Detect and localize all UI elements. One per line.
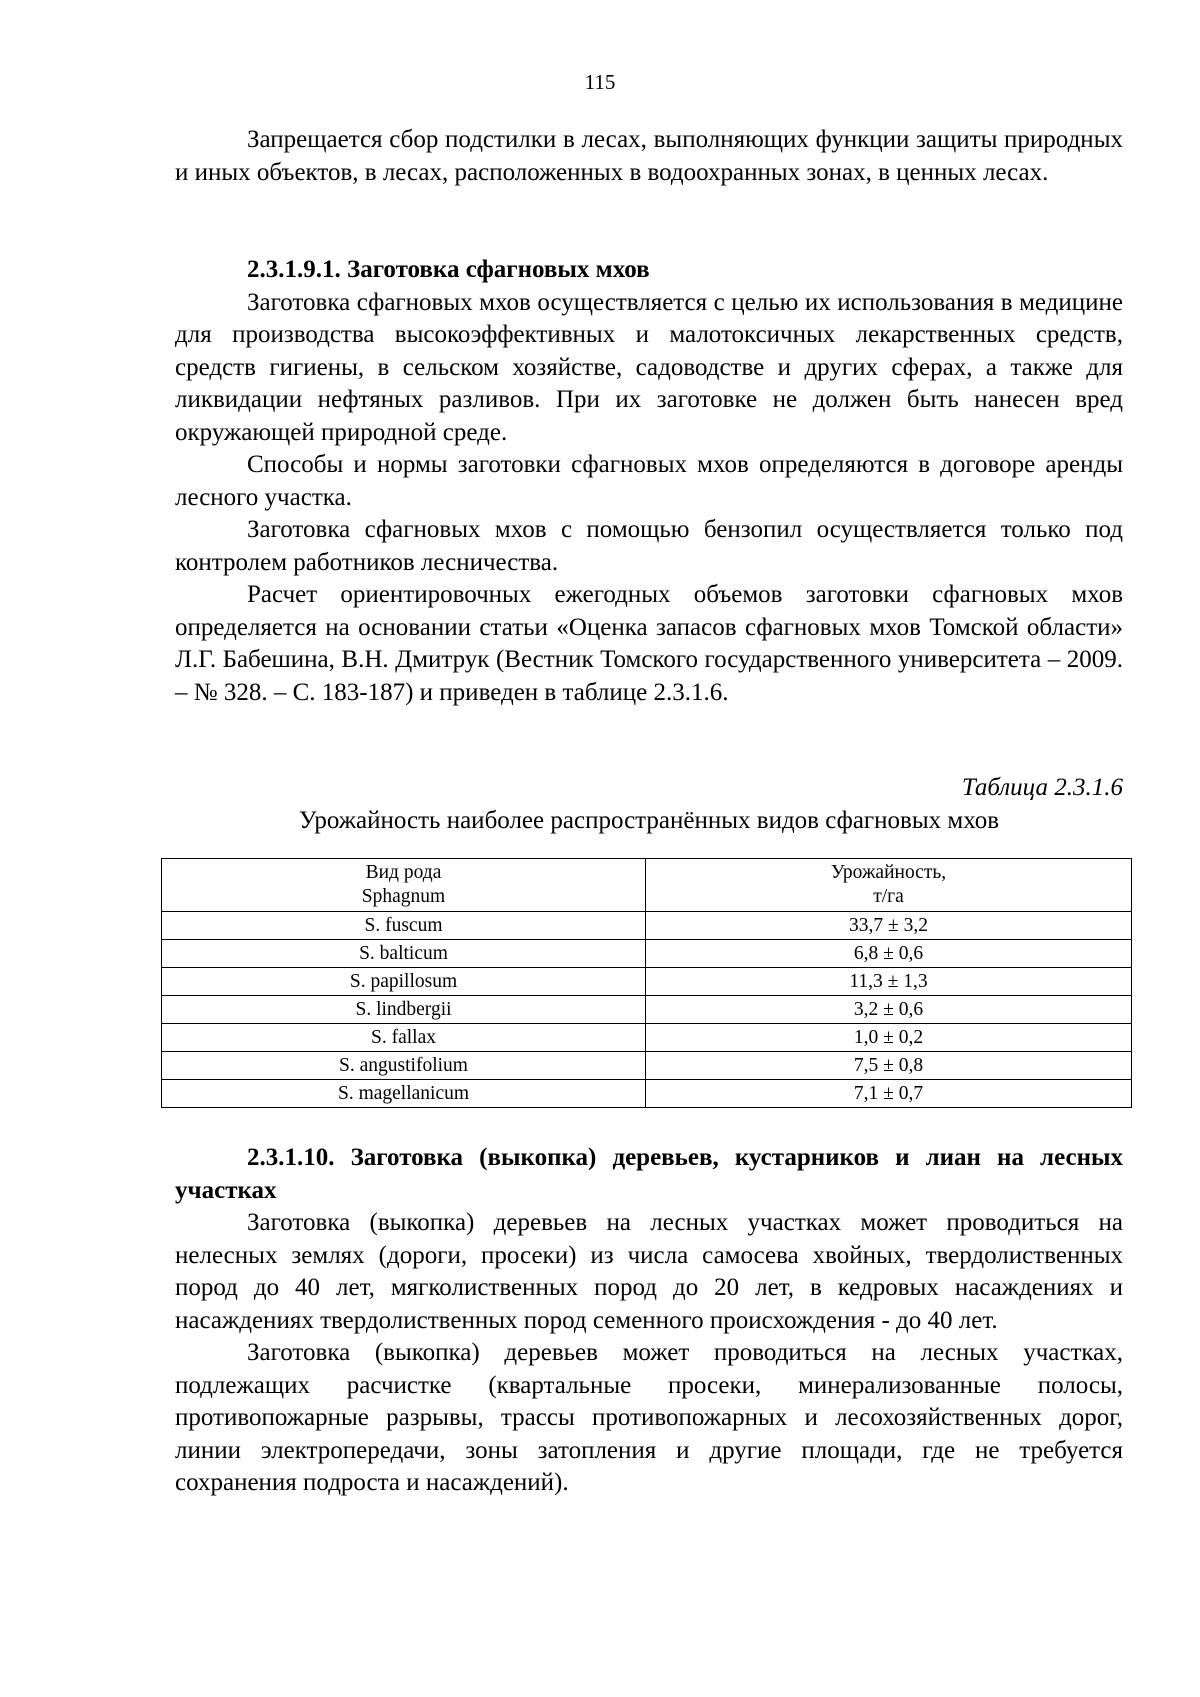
header-line: Sphagnum [361, 886, 446, 907]
paragraph: Расчет ориентировочных ежегодных объемов заготовки сфагновых мхов определяется на основании статьи «Оценка запасов сфагновых мхов Томской области» Л.Г. Бабешина, В.Н. Дмитрук (Вестник Томского государственного университета – 2009. – № 328. – С. 183-187) и приведен в таблице 2.3.1.6. [175, 581, 1123, 706]
table-title: Урожайность наиболее распространённых видов сфагновых мхов [298, 806, 1000, 834]
paragraph: Заготовка (выкопка) деревьев на лесных участках может проводиться на нелесных землях (дороги, просеки) из числа самосева хвойных, твердолиственных пород до 40 лет, мягколиственных пород до 20 лет, в кедровых насаждениях и насаждениях твердолиственных пород семенного происхождения - до 40 лет. [175, 1209, 1123, 1334]
species-cell: S. magellanicum [162, 1080, 646, 1108]
table-row [162, 1080, 1132, 1108]
header-line: т/га [873, 886, 904, 907]
intro-paragraph: Запрещается сбор подстилки в лесах, выполняющих функции защиты природных и иных объектов, в лесах, расположенных в водоохранных зонах, в ценных лесах. [175, 126, 1123, 186]
species-cell: S. fuscum [162, 912, 646, 940]
table-row [162, 912, 1132, 940]
table-header-row [162, 859, 1132, 912]
species-cell: S. fallax [162, 1024, 646, 1052]
page-number: 115 [584, 70, 616, 94]
section-heading-sphagnum: 2.3.1.9.1. Заготовка сфагновых мхов [247, 256, 650, 283]
table-row [162, 1052, 1132, 1080]
section-heading-tree-digging: 2.3.1.10. Заготовка (выкопка) деревьев, кустарников и лиан на лесных участках [175, 1144, 1123, 1204]
table-caption: Таблица 2.3.1.6 [961, 774, 1123, 801]
species-cell: S. balticum [162, 940, 646, 968]
yield-cell: 7,1 ± 0,7 [646, 1080, 1132, 1108]
table-row [162, 996, 1132, 1024]
yield-cell: 1,0 ± 0,2 [646, 1024, 1132, 1052]
species-cell: S. lindbergii [162, 996, 646, 1024]
header-line: Вид рода [365, 862, 442, 883]
table-heading-block [175, 772, 1123, 837]
section-tree-digging [175, 1142, 1123, 1500]
paragraph: Заготовка сфагновых мхов осуществляется с целью их использования в медицине для производства высокоэффективных и малотоксичных лекарственных средств, средств гигиены, в сельском хозяйстве, садоводстве и других сферах, а также для ликвидации нефтяных разливов. При их заготовке не должен быть нанесен вред окружающей природной среде. [175, 288, 1123, 446]
table-row [162, 940, 1132, 968]
table-row [162, 968, 1132, 996]
table-row [162, 1024, 1132, 1052]
yield-cell: 7,5 ± 0,8 [646, 1052, 1132, 1080]
paragraph: Заготовка (выкопка) деревьев может проводиться на лесных участках, подлежащих расчистке (квартальные просеки, минерализованные полосы, противопожарные разрывы, трассы противопожарных и лесохозяйственных дорог, линии электропередачи, зоны затопления и другие площади, где не требуется сохранения подроста и насаждений). [175, 1339, 1123, 1496]
yield-cell: 6,8 ± 0,6 [646, 940, 1132, 968]
yield-cell: 3,2 ± 0,6 [646, 996, 1132, 1024]
table-header-yield [646, 859, 1132, 912]
section-sphagnum [175, 254, 1123, 709]
table-header-species [162, 859, 646, 912]
yield-cell: 11,3 ± 1,3 [646, 968, 1132, 996]
paragraph: Способы и нормы заготовки сфагновых мхов определяются в договоре аренды лесного участка. [175, 451, 1123, 511]
yield-table [161, 858, 1132, 1108]
species-cell: S. papillosum [162, 968, 646, 996]
species-cell: S. angustifolium [162, 1052, 646, 1080]
yield-cell: 33,7 ± 3,2 [646, 912, 1132, 940]
paragraph: Заготовка сфагновых мхов с помощью бензопил осуществляется только под контролем работников лесничества. [175, 516, 1123, 576]
intro-block [175, 124, 1123, 189]
header-line: Урожайность, [830, 862, 947, 883]
